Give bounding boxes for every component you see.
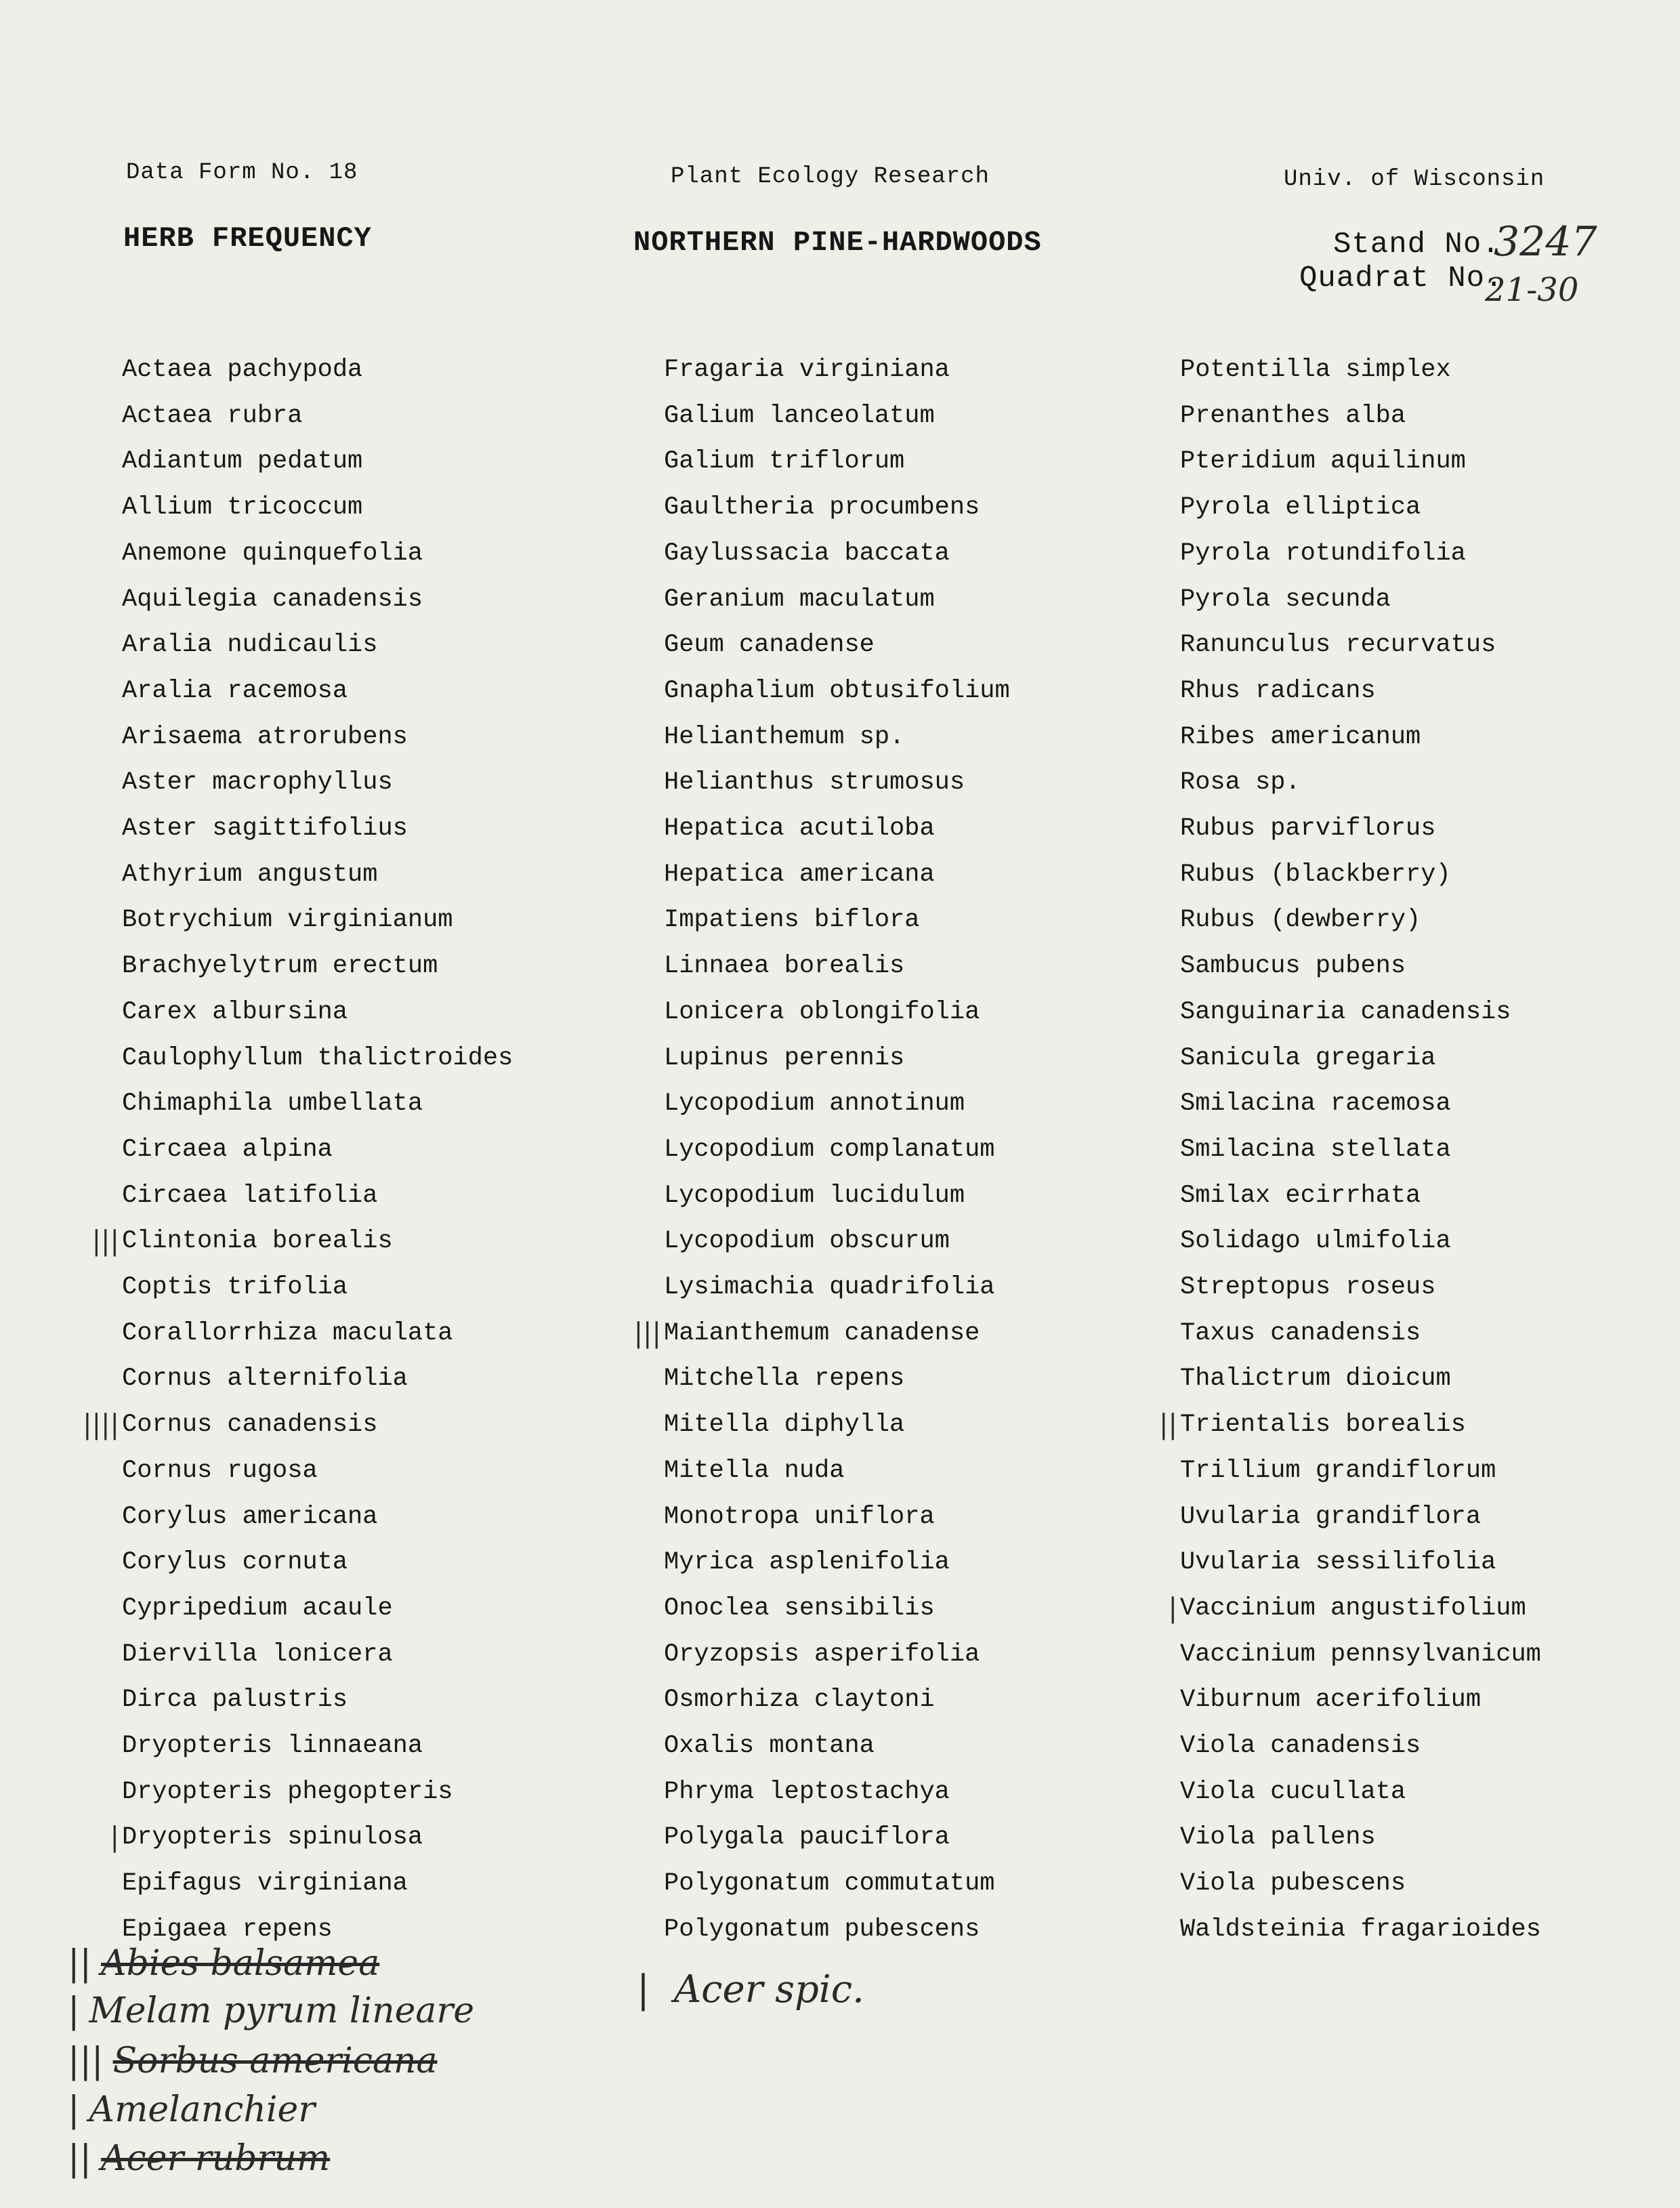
species-row: [664, 1542, 950, 1583]
species-name: Mitchella repens: [664, 1365, 905, 1394]
species-row: [664, 1497, 935, 1537]
species-row: [122, 1083, 423, 1124]
species-row: [664, 1221, 950, 1262]
species-name: Pteridium aquilinum: [1180, 447, 1466, 476]
species-name: Cypripedium acaule: [122, 1593, 393, 1623]
species-row: [122, 1542, 348, 1583]
species-name: Botrychium virginianum: [122, 906, 453, 935]
species-row: [91, 1221, 393, 1262]
species-name: Actaea rubra: [122, 401, 303, 430]
species-row: [664, 1909, 980, 1950]
species-name: Coptis trifolia: [122, 1273, 348, 1301]
quadrat-label: Quadrat No.: [1299, 262, 1504, 295]
species-row: [1180, 487, 1421, 528]
species-name: Impatiens biflora: [664, 906, 920, 935]
species-row: [664, 396, 935, 436]
species-row: [122, 946, 438, 986]
species-name: Clintonia borealis: [122, 1227, 393, 1256]
species-name: Galium lanceolatum: [664, 401, 935, 430]
species-row: [664, 1680, 935, 1720]
species-name: Uvularia grandiflora: [1180, 1502, 1482, 1531]
species-name: Helianthus strumosus: [664, 768, 965, 797]
species-row: [1180, 533, 1466, 574]
species-name: Dirca palustris: [122, 1686, 348, 1715]
species-name: Linnaea borealis: [664, 952, 905, 981]
species-row: [1180, 1680, 1481, 1720]
species-name: Lonicera oblongifolia: [664, 997, 980, 1026]
species-name: Trillium grandiflorum: [1180, 1456, 1496, 1485]
species-row: [664, 900, 919, 940]
species-row: [664, 1863, 994, 1904]
species-name: Smilacina stellata: [1180, 1135, 1451, 1164]
species-name: Pyrola elliptica: [1180, 493, 1421, 522]
species-row: [664, 1175, 965, 1216]
species-name: Lupinus perennis: [664, 1043, 905, 1072]
handwritten-tally: |: [68, 2089, 80, 2130]
species-name: Phryma leptostachya: [664, 1777, 950, 1806]
species-row: [122, 1863, 408, 1904]
species-row: [122, 1772, 453, 1812]
species-name: Rosa sp.: [1180, 768, 1301, 797]
species-row: [1180, 396, 1406, 436]
species-name: Rhus radicans: [1180, 676, 1376, 705]
species-row: [664, 1129, 994, 1170]
stand-number: 3247: [1494, 218, 1597, 266]
species-name: Lycopodium lucidulum: [664, 1181, 965, 1210]
species-row: [664, 1772, 950, 1812]
handwritten-note-mid: | Acer spic.: [637, 1967, 864, 2012]
species-name: Polygonatum commutatum: [664, 1869, 995, 1898]
species-row: [122, 1267, 348, 1308]
species-name: Potentilla simplex: [1180, 356, 1451, 384]
species-row: [664, 762, 965, 803]
species-row: [1180, 1817, 1376, 1858]
species-row: [122, 1313, 453, 1354]
species-row: [122, 1451, 318, 1491]
species-name: Anemone quinquefolia: [122, 539, 423, 568]
species-name: Ribes americanum: [1180, 722, 1421, 751]
research-label: Plant Ecology Research: [671, 164, 990, 190]
species-row: [1180, 1358, 1451, 1399]
species-name: Chimaphila umbellata: [122, 1089, 423, 1119]
species-name: Fragaria virginiana: [664, 356, 950, 384]
species-name: Viola pubescens: [1180, 1869, 1406, 1898]
species-name: Corallorrhiza maculata: [122, 1318, 453, 1348]
species-name: Athyrium angustum: [122, 860, 378, 889]
species-name: Brachyelytrum erectum: [122, 952, 438, 981]
species-name: Galium triflorum: [664, 447, 905, 476]
species-row: [1180, 992, 1511, 1033]
species-row: [664, 1267, 994, 1308]
handwritten-species: Abies balsamea: [101, 1943, 380, 1984]
species-name: Aralia racemosa: [122, 676, 348, 705]
species-name: Actaea pachypoda: [122, 356, 363, 384]
species-name: Onoclea sensibilis: [664, 1593, 935, 1623]
species-row: [1180, 1313, 1421, 1354]
species-name: Hepatica acutiloba: [664, 814, 935, 843]
species-row: [122, 579, 423, 620]
species-row: [664, 1083, 965, 1124]
species-name: Circaea latifolia: [122, 1181, 378, 1210]
species-row: [1180, 1038, 1435, 1079]
species-row: [1180, 671, 1376, 711]
handwritten-species: Acer rubrum: [101, 2138, 331, 2179]
species-row: [122, 1634, 393, 1675]
species-row: [1180, 946, 1406, 986]
species-name: Polygonatum pubescens: [664, 1915, 980, 1944]
species-row: [1180, 1772, 1406, 1812]
species-row: [664, 533, 950, 574]
species-name: Pyrola secunda: [1180, 585, 1391, 614]
species-name: Geum canadense: [664, 631, 875, 660]
species-name: Geranium maculatum: [664, 585, 935, 614]
handwritten-species: Amelanchier: [89, 2089, 316, 2130]
species-name: Pyrola rotundifolia: [1180, 539, 1466, 568]
species-row: [1180, 1909, 1541, 1950]
species-row: [664, 350, 950, 390]
species-name: Smilacina racemosa: [1180, 1089, 1451, 1119]
species-name: Epifagus virginiana: [122, 1869, 408, 1898]
species-row: [664, 625, 875, 665]
species-row: [664, 671, 1010, 711]
species-name: Aralia nudicaulis: [122, 631, 378, 660]
species-row: [1180, 808, 1435, 849]
species-name: Viola pallens: [1180, 1823, 1376, 1852]
species-row: [122, 1726, 423, 1766]
species-row: [664, 992, 980, 1033]
form-number: Data Form No. 18: [126, 160, 358, 186]
species-name: Streptopus roseus: [1180, 1273, 1436, 1301]
handwritten-note: [68, 1991, 474, 2031]
species-row: [633, 1313, 980, 1354]
species-row: [122, 900, 453, 940]
species-name: Gaultheria procumbens: [664, 493, 980, 522]
species-name: Epigaea repens: [122, 1915, 333, 1944]
species-row: [122, 1175, 377, 1216]
species-name: Lycopodium obscurum: [664, 1227, 950, 1256]
species-name: Waldsteinia fragarioides: [1180, 1915, 1541, 1944]
species-row: [122, 1680, 348, 1720]
species-name: Aster macrophyllus: [122, 768, 393, 797]
tally-mark: |||: [633, 1317, 661, 1349]
species-name: Lysimachia quadrifolia: [664, 1273, 995, 1301]
species-name: Aster sagittifolius: [122, 814, 408, 843]
species-name: Polygala pauciflora: [664, 1823, 950, 1852]
form-title: HERB FREQUENCY: [123, 222, 372, 255]
species-row: [122, 992, 348, 1033]
species-name: Caulophyllum thalictroides: [122, 1043, 513, 1072]
species-row: [1168, 1588, 1526, 1629]
handwritten-note: [68, 2089, 315, 2130]
handwritten-tally: |||: [68, 2041, 104, 2081]
species-row: [122, 1497, 377, 1537]
species-name: Mitella nuda: [664, 1456, 845, 1485]
university-label: Univ. of Wisconsin: [1284, 167, 1545, 192]
species-row: [1180, 1863, 1406, 1904]
species-name: Viola cucullata: [1180, 1777, 1406, 1806]
species-name: Mitella diphylla: [664, 1411, 905, 1440]
species-row: [1180, 579, 1391, 620]
species-row: [1180, 1175, 1421, 1216]
species-row: [122, 441, 362, 482]
species-row: [1180, 1267, 1435, 1308]
species-name: Prenanthes alba: [1180, 401, 1406, 430]
species-row: [122, 762, 393, 803]
species-row: [664, 1588, 935, 1629]
species-name: Rubus (dewberry): [1180, 906, 1421, 935]
species-name: Carex albursina: [122, 997, 348, 1026]
species-name: Dryopteris spinulosa: [122, 1823, 423, 1852]
species-name: Uvularia sessilifolia: [1180, 1548, 1496, 1577]
species-name: Lycopodium annotinum: [664, 1089, 965, 1119]
species-row: [122, 1129, 333, 1170]
species-row: [1159, 1404, 1466, 1445]
stand-label: Stand No.: [1333, 228, 1500, 262]
species-name: Cornus rugosa: [122, 1456, 318, 1485]
tally-mark: ||: [1159, 1409, 1177, 1441]
species-row: [664, 1038, 904, 1079]
species-row: [122, 1038, 513, 1079]
handwritten-tally: ||: [68, 2138, 92, 2179]
species-row: [664, 717, 904, 757]
species-name: Thalictrum dioicum: [1180, 1365, 1451, 1394]
species-name: Corylus cornuta: [122, 1548, 348, 1577]
species-name: Dryopteris linnaeana: [122, 1732, 423, 1760]
species-row: [1180, 717, 1421, 757]
species-name: Hepatica americana: [664, 860, 935, 889]
species-row: [1180, 1083, 1451, 1124]
species-name: Maianthemum canadense: [664, 1318, 980, 1348]
species-row: [122, 350, 362, 390]
tally-mark: ||||: [83, 1409, 119, 1441]
species-name: Rubus (blackberry): [1180, 860, 1451, 889]
species-row: [664, 1404, 904, 1445]
species-row: [1180, 625, 1496, 665]
species-row: [1180, 1634, 1541, 1675]
species-name: Vaccinium angustifolium: [1180, 1593, 1526, 1623]
species-name: Solidago ulmifolia: [1180, 1227, 1451, 1256]
species-row: [664, 441, 904, 482]
species-row: [1180, 1129, 1451, 1170]
species-row: [83, 1404, 378, 1445]
species-name: Vaccinium pennsylvanicum: [1180, 1640, 1541, 1669]
species-row: [664, 1451, 844, 1491]
handwritten-tally: ||: [68, 1943, 92, 1984]
species-name: Allium tricoccum: [122, 493, 363, 522]
species-row: [664, 808, 935, 849]
species-row: [122, 487, 362, 528]
quadrat-number: 21-30: [1485, 271, 1579, 309]
species-name: Oxalis montana: [664, 1732, 875, 1760]
handwritten-note: [68, 1943, 379, 1984]
species-row: [1180, 762, 1301, 803]
species-name: Gaylussacia baccata: [664, 539, 950, 568]
species-name: Viburnum acerifolium: [1180, 1686, 1482, 1715]
species-name: Monotropa uniflora: [664, 1502, 935, 1531]
species-name: Myrica asplenifolia: [664, 1548, 950, 1577]
species-row: [122, 717, 408, 757]
species-row: [122, 808, 408, 849]
species-row: [664, 1726, 875, 1766]
species-row: [1180, 900, 1421, 940]
species-name: Diervilla lonicera: [122, 1640, 393, 1669]
species-row: [122, 1588, 393, 1629]
tally-mark: |||: [91, 1226, 119, 1257]
species-row: [1180, 350, 1451, 390]
species-name: Dryopteris phegopteris: [122, 1777, 453, 1806]
species-name: Viola canadensis: [1180, 1732, 1421, 1760]
species-name: Trientalis borealis: [1180, 1411, 1466, 1440]
species-name: Rubus parviflorus: [1180, 814, 1436, 843]
species-name: Cornus canadensis: [122, 1411, 378, 1440]
species-name: Oryzopsis asperifolia: [664, 1640, 980, 1669]
species-row: [1180, 1451, 1496, 1491]
handwritten-note: [68, 2138, 330, 2179]
handwritten-species: Sorbus americana: [112, 2041, 438, 2081]
species-row: [122, 854, 377, 895]
handwritten-tally: |: [68, 1991, 80, 2031]
species-row: [664, 487, 980, 528]
species-name: Corylus americana: [122, 1502, 378, 1531]
species-row: [1180, 1726, 1421, 1766]
species-row: [1180, 854, 1451, 895]
species-row: [664, 1358, 904, 1399]
species-row: [110, 1817, 423, 1858]
species-name: Lycopodium complanatum: [664, 1135, 995, 1164]
species-name: Osmorhiza claytoni: [664, 1686, 935, 1715]
species-name: Circaea alpina: [122, 1135, 333, 1164]
species-name: Arisaema atrorubens: [122, 722, 408, 751]
species-name: Ranunculus recurvatus: [1180, 631, 1496, 660]
tally-mark: |: [1168, 1592, 1177, 1624]
species-row: [122, 671, 348, 711]
species-name: Gnaphalium obtusifolium: [664, 676, 1010, 705]
species-row: [122, 533, 423, 574]
species-row: [664, 854, 935, 895]
species-name: Sambucus pubens: [1180, 952, 1406, 981]
species-name: Cornus alternifolia: [122, 1365, 408, 1394]
species-name: Sanicula gregaria: [1180, 1043, 1436, 1072]
species-name: Sanguinaria canadensis: [1180, 997, 1511, 1026]
species-row: [1180, 441, 1466, 482]
species-row: [1180, 1221, 1451, 1262]
species-row: [664, 579, 935, 620]
species-row: [664, 1817, 950, 1858]
species-name: Adiantum pedatum: [122, 447, 363, 476]
handwritten-species: Melam pyrum lineare: [89, 1991, 475, 2031]
species-row: [122, 625, 377, 665]
tally-mark: |: [110, 1822, 119, 1854]
community-title: NORTHERN PINE-HARDWOODS: [633, 226, 1042, 259]
species-row: [122, 396, 302, 436]
species-name: Smilax ecirrhata: [1180, 1181, 1421, 1210]
species-name: Helianthemum sp.: [664, 722, 905, 751]
species-row: [664, 1634, 980, 1675]
species-name: Aquilegia canadensis: [122, 585, 423, 614]
species-row: [1180, 1542, 1496, 1583]
handwritten-note: [68, 2041, 438, 2081]
species-row: [664, 946, 904, 986]
species-name: Taxus canadensis: [1180, 1318, 1421, 1348]
species-row: [122, 1358, 408, 1399]
species-row: [1180, 1497, 1481, 1537]
